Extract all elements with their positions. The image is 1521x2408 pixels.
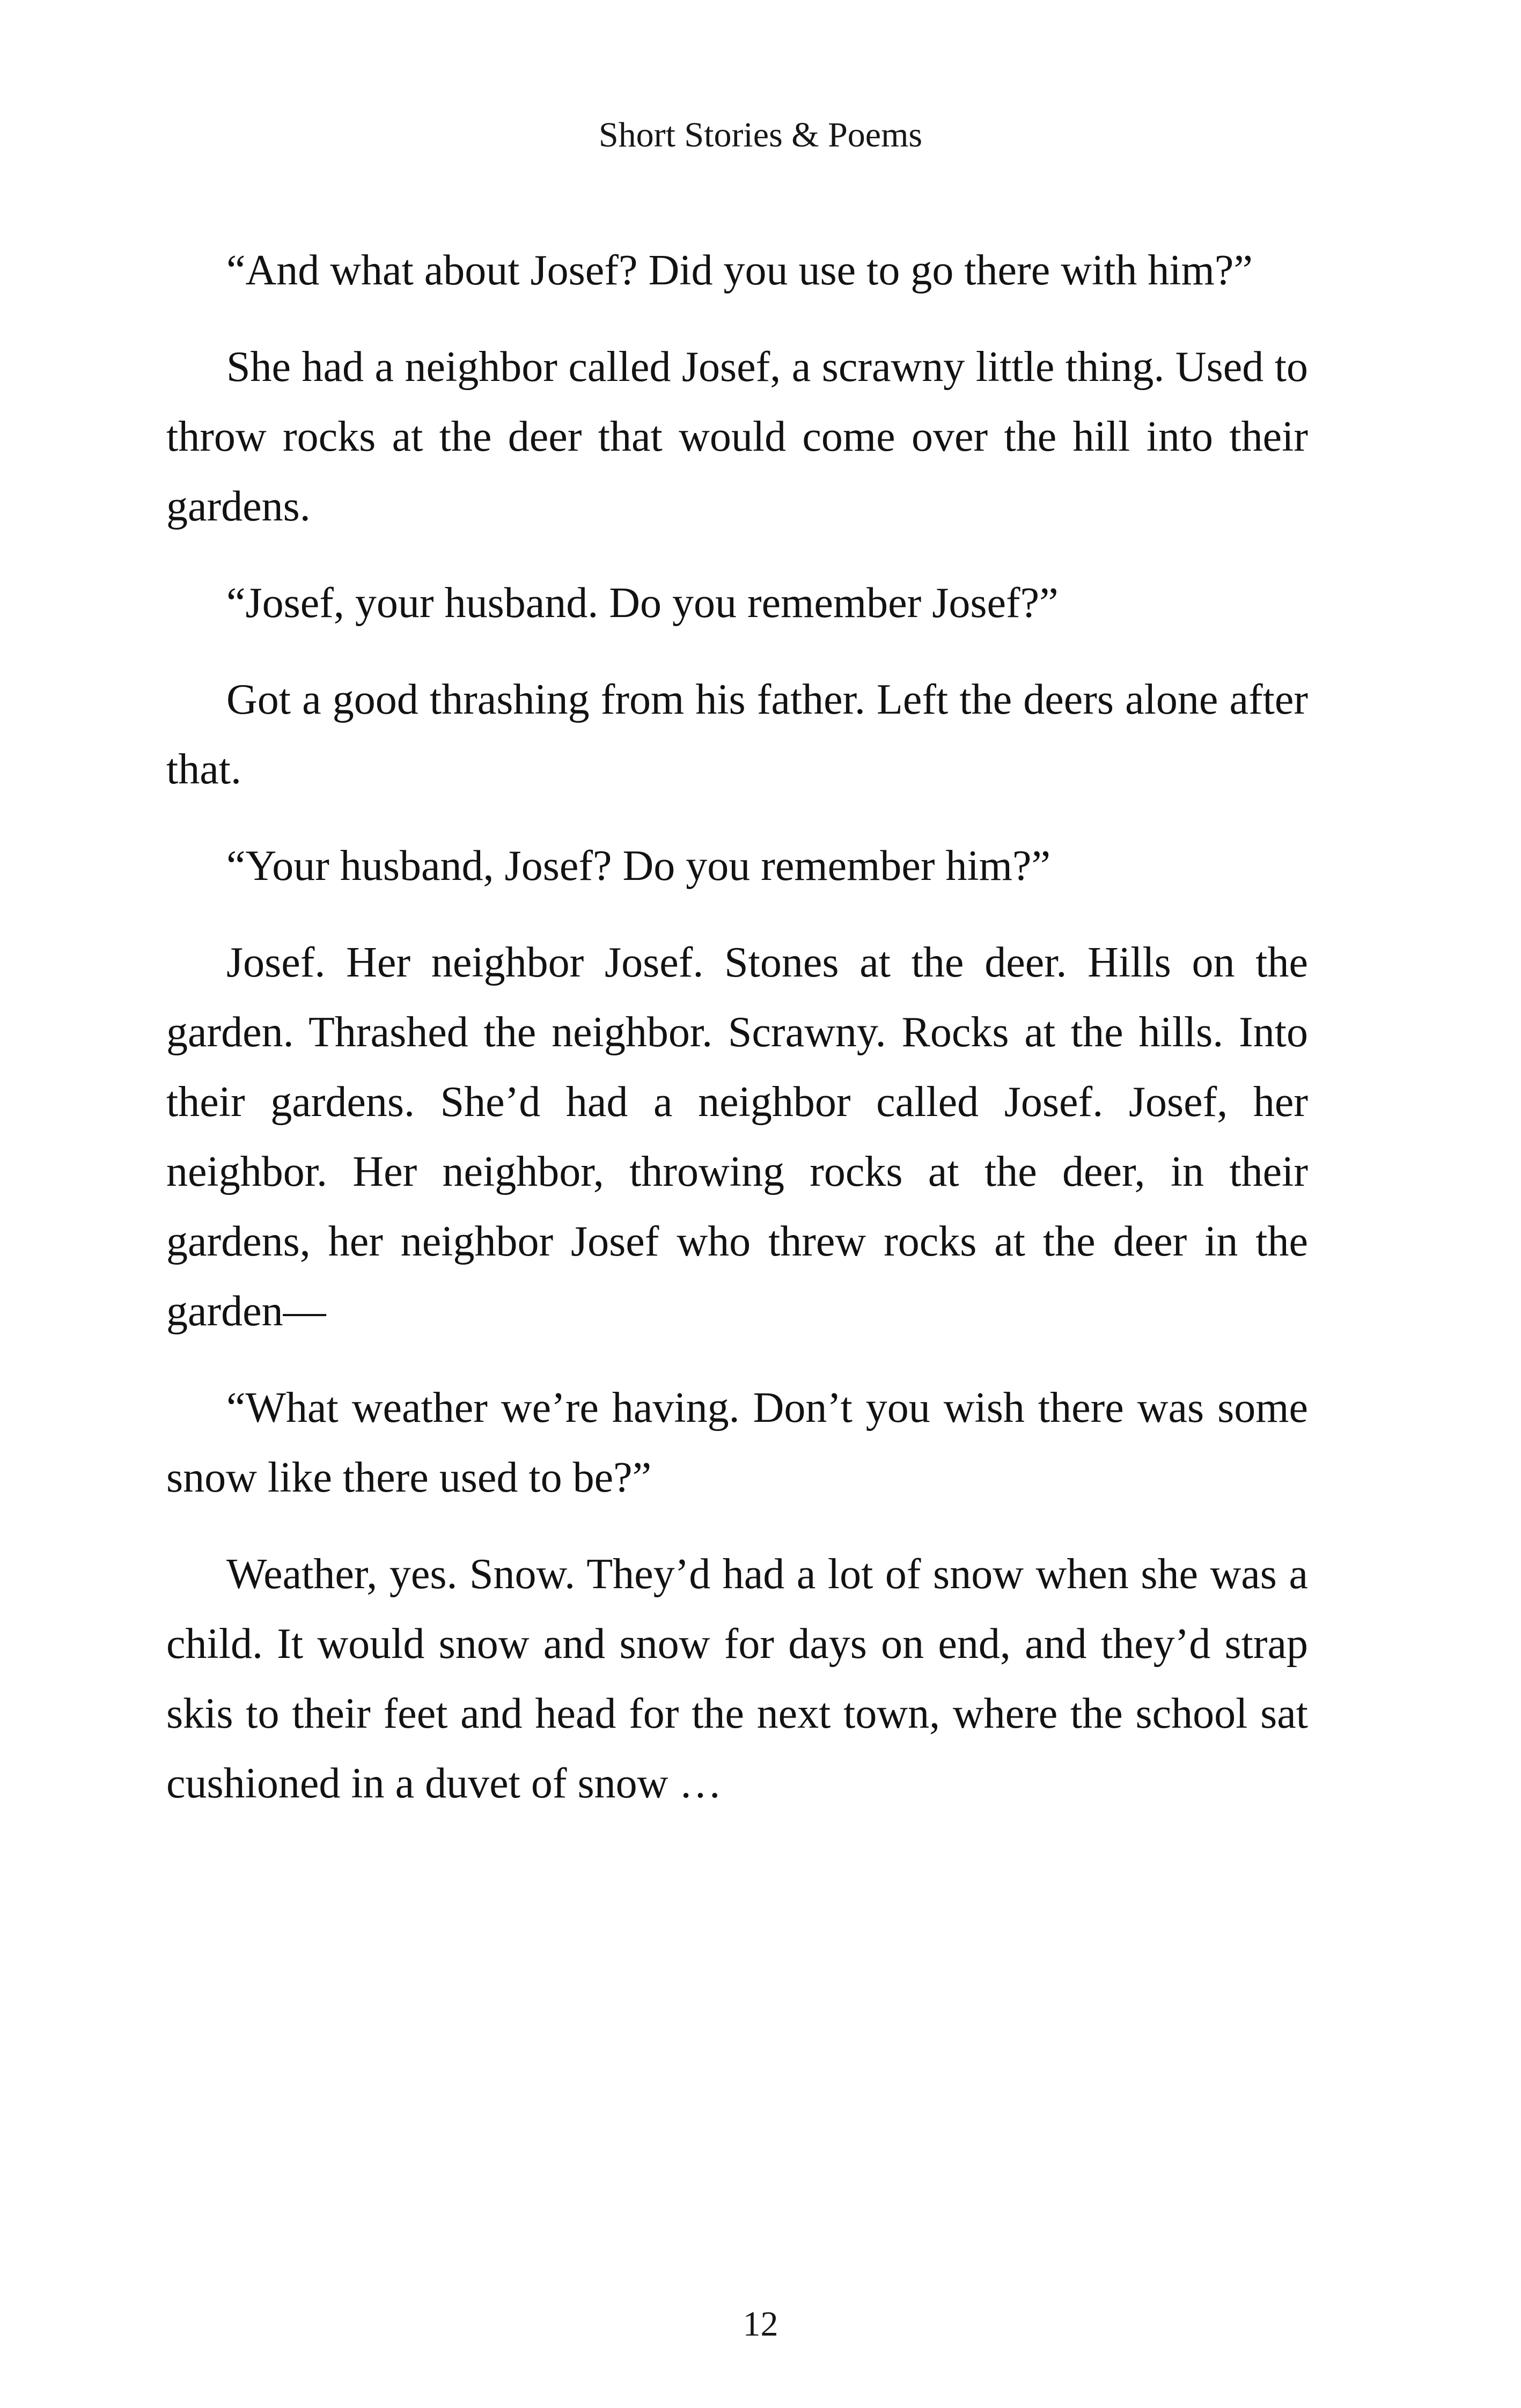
- paragraph: She had a neighbor called Josef, a scrawny little thing. Used to throw rocks at the deer that would come over the hill into their gardens.: [166, 343, 1308, 531]
- paragraph: “Josef, your husband. Do you remember Josef?”: [226, 579, 1059, 627]
- paragraph: Josef. Her neighbor Josef. Stones at the deer. Hills on the garden. Thrashed the neighbor. Scrawny. Rocks at the hills. Into their gardens. She’d had a neighbor called Josef. Josef, her neighbor. Her neighbor, throwing rocks at the deer, in their gardens, her neighbor Josef who threw rocks at the deer in the garden—: [166, 939, 1308, 1335]
- paragraph: Got a good thrashing from his father. Left the deers alone after that.: [166, 676, 1308, 794]
- running-header: Short Stories & Poems: [598, 115, 923, 155]
- paragraph: “And what about Josef? Did you use to go there with him?”: [226, 247, 1253, 295]
- paragraph: Weather, yes. Snow. They’d had a lot of snow when she was a child. It would snow and snow for days on end, and they’d strap skis to their feet and head for the next town, where the school sat cushioned in a duvet of snow …: [166, 1551, 1308, 1808]
- paragraph: “What weather we’re having. Don’t you wish there was some snow like there used to be?”: [166, 1384, 1308, 1502]
- paragraph: “Your husband, Josef? Do you remember him?”: [226, 842, 1050, 890]
- page-number: 12: [743, 2304, 778, 2344]
- story-text: [166, 236, 1308, 1818]
